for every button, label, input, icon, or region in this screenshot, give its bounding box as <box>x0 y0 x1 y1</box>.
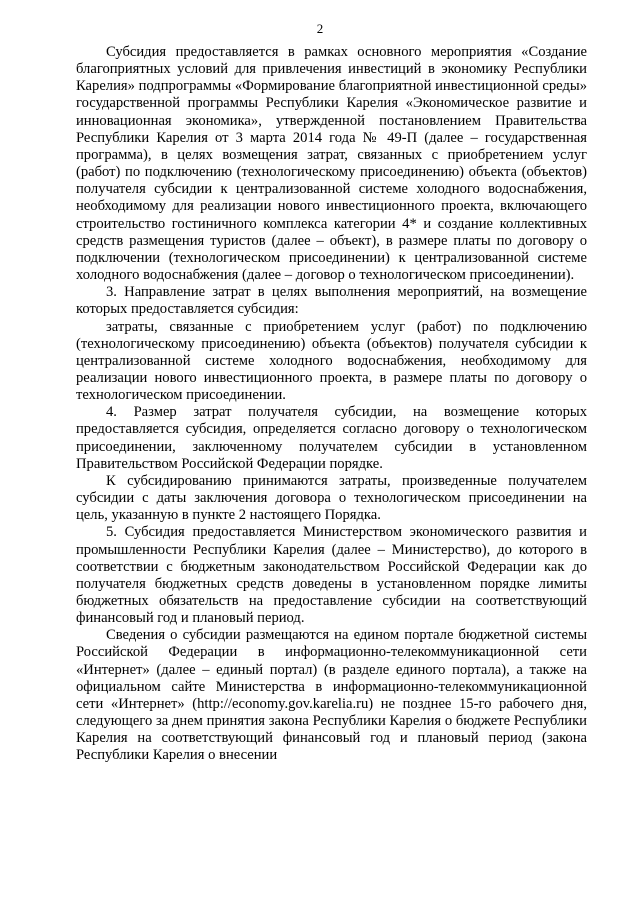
paragraph-publication: Сведения о субсидии размещаются на едином портале бюджетной системы Российской Федерации в информационно-телекоммуникационной сети «Интернет» (далее – единый портал) (в разделе единого портала), а также на официальном сайте Министерства в информационно-телекоммуникационной сети «Интернет» (http://economy.gov.karelia.ru) не позднее 15-го рабочего дня, следующего за днем принятия закона Республики Карелия о бюджете Республики Карелия на соответствующий финансовый год и плановый период (закона Республики Карелия о внесении <box>76 627 587 764</box>
paragraph-item-5: 5. Субсидия предоставляется Министерством экономического развития и промышленности Республики Карелия (далее – Министерство), до которого в соответствии с бюджетным законодательством Российской Федерации как до получателя бюджетных средств доведены в установленном порядке лимиты бюджетных обязательств на предоставление субсидии на соответствующий финансовый год и плановый период. <box>76 524 587 627</box>
paragraph-cost-description: затраты, связанные с приобретением услуг (работ) по подключению (технологическому присоединению) объекта (объектов) получателя субсидии к централизованной системе холодного водоснабжения, необходимому для реализации нового инвестиционного проекта, в размере платы по договору о технологическом присоединении. <box>76 318 587 404</box>
paragraph-item-3: 3. Направление затрат в целях выполнения мероприятий, на возмещение которых предоставляется субсидия: <box>76 284 587 318</box>
document-body <box>76 44 587 765</box>
paragraph-item-4: 4. Размер затрат получателя субсидии, на возмещение которых предоставляется субсидия, определяется согласно договору о технологическом присоединении, заключенному получателем субсидии в установленном Правительством Российской Федерации порядке. <box>76 404 587 472</box>
paragraph-subsidy-purpose: Субсидия предоставляется в рамках основного мероприятия «Создание благоприятных условий для привлечения инвестиций в экономику Республики Карелия» подпрограммы «Формирование благоприятной инвестиционной среды» государственной программы Республики Карелия «Экономическое развитие и инновационная экономика», утвержденной постановлением Правительства Республики Карелия от 3 марта 2014 года № 49-П (далее – государственная программа), в целях возмещения затрат, связанных с приобретением услуг (работ) по подключению (технологическому присоединению) объекта (объектов) получателя субсидии к централизованной системе холодного водоснабжения, необходимому для реализации нового инвестиционного проекта, включающего строительство гостиничного комплекса категории 4* и создание коллективных средств размещения туристов (далее – объект), в размере платы по договору о подключении (технологическом присоединении) к централизованной системе холодного водоснабжения (далее – договор о технологическом присоединении). <box>76 44 587 284</box>
paragraph-eligible-costs: К субсидированию принимаются затраты, произведенные получателем субсидии с даты заключения договора о технологическом присоединении на цель, указанную в пункте 2 настоящего Порядка. <box>76 472 587 524</box>
page-number: 2 <box>316 21 324 36</box>
